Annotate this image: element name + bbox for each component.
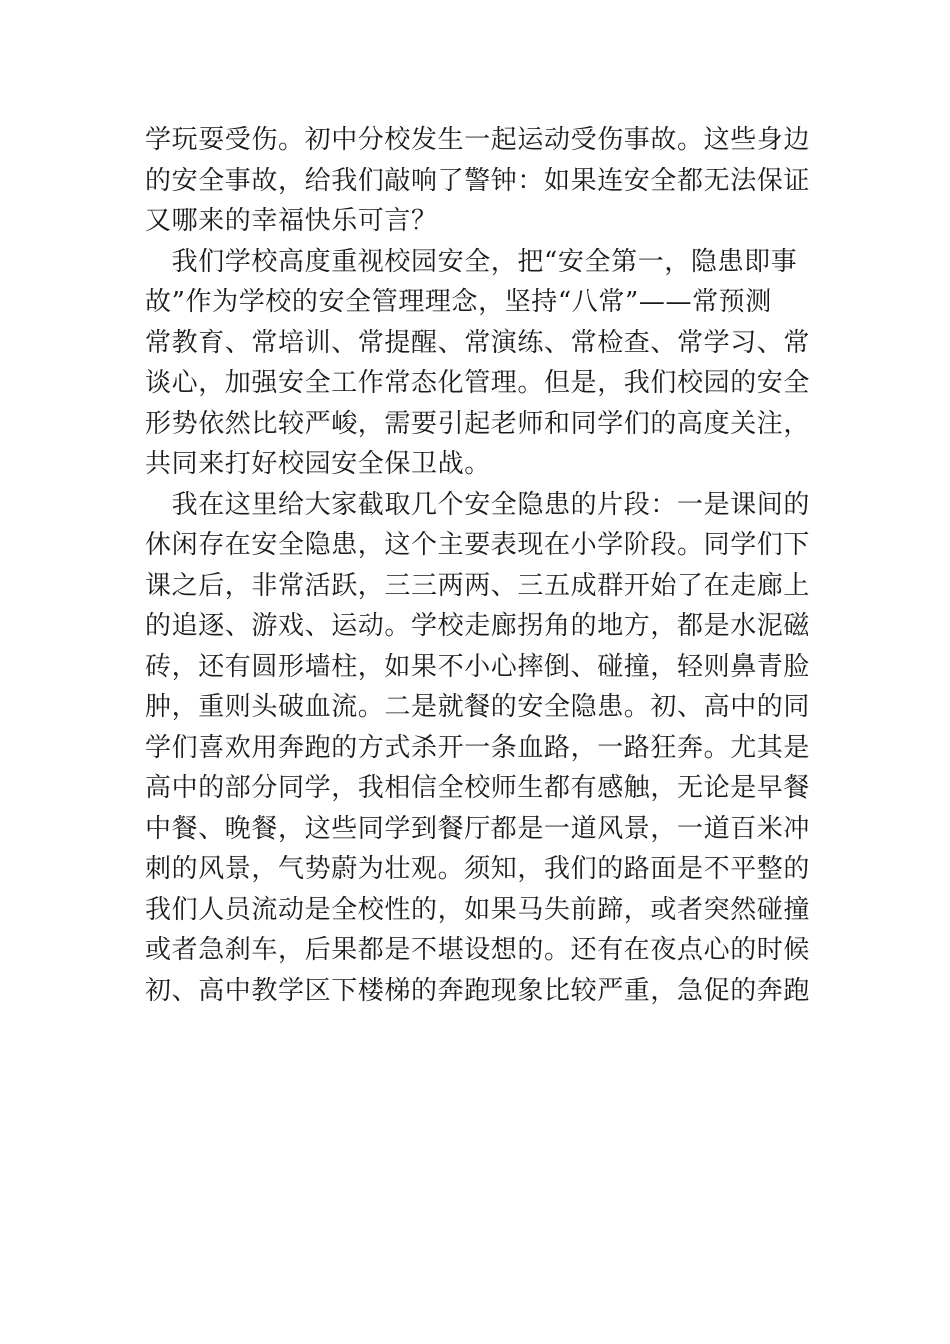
text-line-9: 共同来打好校园安全保卫战。 — [145, 449, 491, 479]
text-line-2: 的安全事故，给我们敲响了警钟：如果连安全都无法保证 — [145, 165, 810, 196]
body-text — [145, 120, 810, 1011]
text-line-4: 我们学校高度重视校园安全，把“安全第一，隐患即事 — [145, 246, 798, 277]
text-line-21: 或者急刹车，后果都是不堪设想的。还有在夜点心的时候 — [145, 935, 810, 965]
text-line-19: 刺的风景，气势蔚为壮观。须知，我们的路面是不平整的 — [145, 854, 810, 884]
text-line-7: 谈心，加强安全工作常态化管理。但是，我们校园的安全 — [145, 368, 810, 398]
text-line-16: 学们喜欢用奔跑的方式杀开一条血路，一路狂奔。尤其是 — [145, 732, 810, 763]
text-line-1: 学玩耍受伤。初中分校发生一起运动受伤事故。这些身边 — [145, 125, 810, 155]
text-line-14: 砖，还有圆形墙柱，如果不小心摔倒、碰撞，轻则鼻青脸 — [145, 651, 810, 682]
text-line-15: 肿，重则头破血流。二是就餐的安全隐患。初、高中的同 — [145, 692, 810, 722]
text-line-17: 高中的部分同学，我相信全校师生都有感触，无论是早餐 — [145, 773, 810, 803]
text-line-3: 又哪来的幸福快乐可言？ — [145, 206, 438, 236]
text-line-5: 故”作为学校的安全管理理念，坚持“八常”——常预测 — [145, 287, 772, 317]
text-line-22: 初、高中教学区下楼梯的奔跑现象比较严重，急促的奔跑 — [145, 975, 810, 1006]
text-line-20: 我们人员流动是全校性的，如果马失前蹄，或者突然碰撞 — [145, 894, 810, 925]
text-line-8: 形势依然比较严峻，需要引起老师和同学们的高度关注， — [145, 408, 810, 439]
text-line-10: 我在这里给大家截取几个安全隐患的片段：一是课间的 — [145, 489, 810, 520]
text-line-11: 休闲存在安全隐患，这个主要表现在小学阶段。同学们下 — [145, 530, 810, 560]
text-line-13: 的追逐、游戏、运动。学校走廊拐角的地方，都是水泥磁 — [145, 611, 810, 641]
text-line-6: 常教育、常培训、常提醒、常演练、常检查、常学习、常 — [145, 327, 810, 358]
text-line-12: 课之后，非常活跃，三三两两、三五成群开始了在走廊上 — [145, 570, 810, 601]
text-line-18: 中餐、晚餐，这些同学到餐厅都是一道风景，一道百米冲 — [145, 813, 810, 844]
